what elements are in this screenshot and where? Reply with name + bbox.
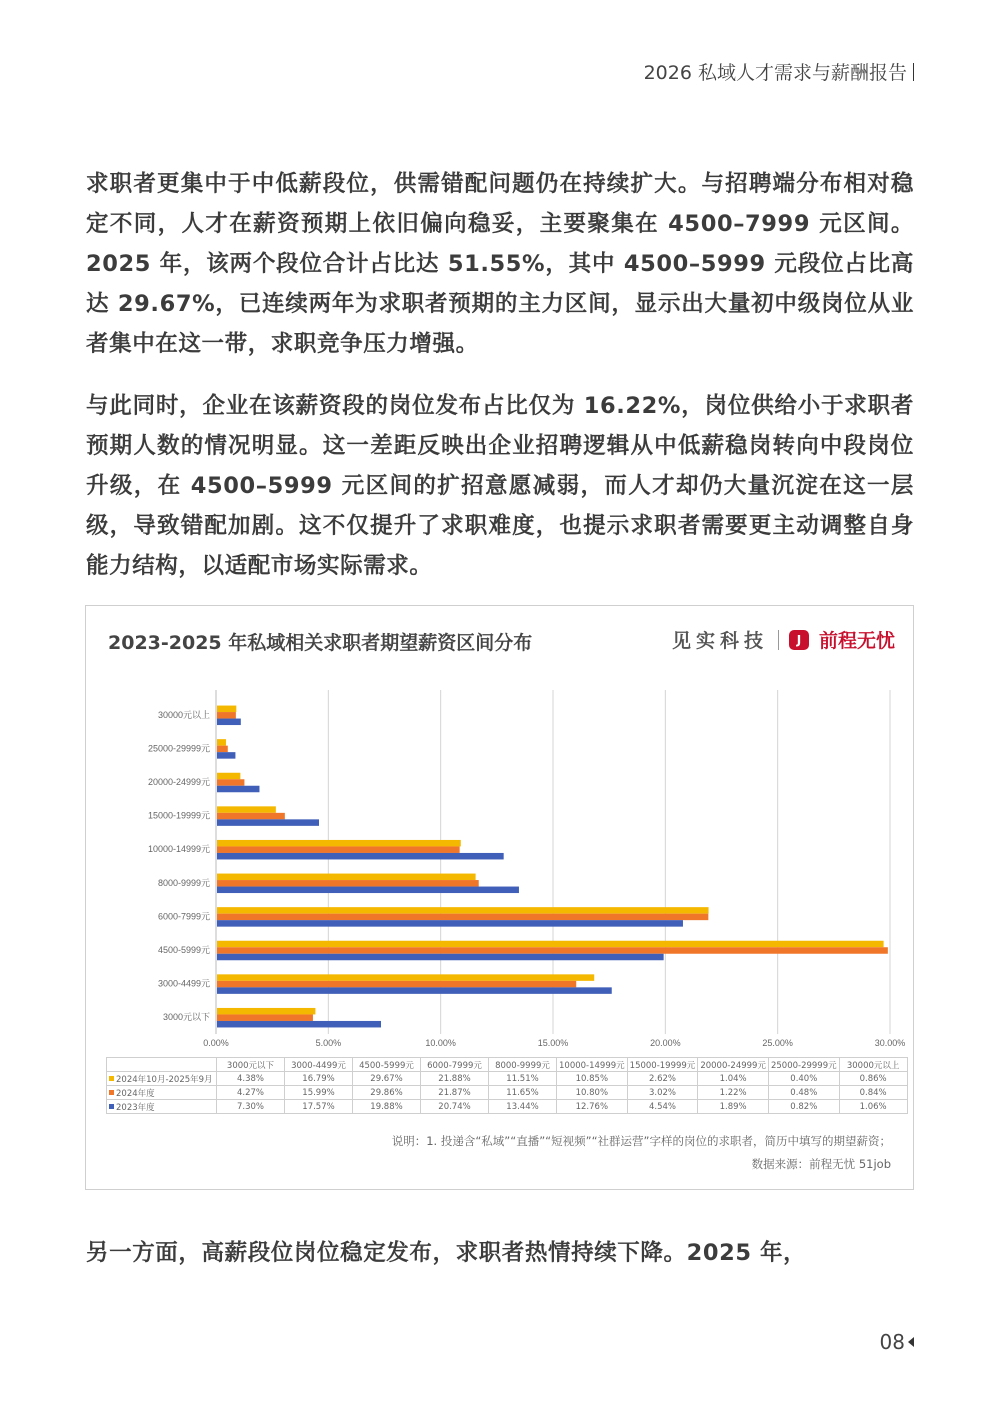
x-tick-label: 30.00% <box>874 1038 906 1048</box>
table-cell: 13.44% <box>489 1100 557 1114</box>
bar <box>217 779 244 786</box>
chart-data-table <box>106 1057 908 1114</box>
bar <box>217 887 519 894</box>
table-header-cell: 4500-5999元 <box>353 1058 421 1072</box>
bar <box>217 974 594 981</box>
table-cell: 0.82% <box>768 1100 839 1114</box>
table-cell: 0.40% <box>768 1072 839 1086</box>
table-header-cell: 3000元以下 <box>217 1058 285 1072</box>
table-header-cell: 8000-9999元 <box>489 1058 557 1072</box>
bar <box>217 954 664 961</box>
bar <box>217 920 683 927</box>
legend-entry <box>107 1072 217 1086</box>
table-cell: 29.86% <box>353 1086 421 1100</box>
table-cell: 10.80% <box>557 1086 628 1100</box>
bar <box>217 987 612 994</box>
paragraph-3: 另一方面，高薪段位岗位稳定发布，求职者热情持续下降。2025 年， <box>86 1240 807 1266</box>
bar <box>217 907 709 914</box>
x-tick-label: 5.00% <box>315 1038 342 1048</box>
table-cell: 11.51% <box>489 1072 557 1086</box>
bar <box>217 914 708 921</box>
table-cell: 11.65% <box>489 1086 557 1100</box>
table-cell: 1.06% <box>839 1100 907 1114</box>
table-cell: 1.04% <box>698 1072 769 1086</box>
legend-entry <box>107 1100 217 1114</box>
bar <box>217 941 884 948</box>
header-divider <box>913 63 914 81</box>
legend-entry <box>107 1086 217 1100</box>
table-header-cell: 25000-29999元 <box>768 1058 839 1072</box>
y-category-label: 25000-29999元 <box>147 743 210 754</box>
table-cell: 0.48% <box>768 1086 839 1100</box>
legend-label: 2023年度 <box>116 1102 155 1113</box>
brand-jianshi: 见实科技 <box>671 630 768 652</box>
table-cell: 0.86% <box>839 1072 907 1086</box>
bar-chart <box>86 606 913 1056</box>
bar <box>217 840 461 847</box>
bar <box>217 706 236 713</box>
table-header-cell: 30000元以上 <box>839 1058 907 1072</box>
y-category-label: 3000元以下 <box>162 1012 210 1023</box>
y-category-label: 30000元以上 <box>157 709 210 720</box>
bar <box>217 846 460 853</box>
y-category-label: 10000-14999元 <box>147 844 210 855</box>
table-cell: 7.30% <box>217 1100 285 1114</box>
x-tick-label: 25.00% <box>762 1038 793 1048</box>
chart-source: 数据来源：前程无忧 51job <box>751 1157 891 1171</box>
table-cell: 10.85% <box>557 1072 628 1086</box>
bar <box>217 773 240 780</box>
table-cell: 29.67% <box>353 1072 421 1086</box>
table-header-row <box>107 1058 908 1072</box>
table-cell: 21.87% <box>421 1086 489 1100</box>
bar <box>217 880 479 887</box>
page-arrow-icon <box>908 1337 914 1347</box>
legend-label: 2024年10月-2025年9月 <box>116 1074 213 1085</box>
table-cell: 1.89% <box>698 1100 769 1114</box>
bar <box>217 712 236 719</box>
report-title-text: 2026 私域人才需求与薪酬报告 <box>643 62 907 84</box>
x-tick-label: 0.00% <box>203 1038 229 1048</box>
bar <box>217 719 241 726</box>
bar <box>217 947 888 954</box>
legend-swatch <box>109 1076 114 1081</box>
table-cell: 15.99% <box>285 1086 353 1100</box>
chart-figure <box>85 605 914 1190</box>
y-category-label: 6000-7999元 <box>157 911 210 922</box>
paragraph-1: 求职者更集中于中低薪段位，供需错配问题仍在持续扩大。与招聘端分布相对稳定不同，人才在薪资预期上依旧偏向稳妥，主要聚集在 4500–7999 元区间。2025 年，该两个段位合计占比达 51.55%，其中 4500–5999 元段位占比高达 29.67%，已连续两年为求职者预期的主力区间，显示出大量初中级岗位从业者集中在这一带，求职竞争压力增强。 <box>86 171 914 357</box>
legend-swatch <box>109 1090 114 1095</box>
bar <box>217 739 226 746</box>
bar <box>217 853 504 860</box>
bar <box>217 1014 313 1021</box>
table-cell: 16.79% <box>285 1072 353 1086</box>
table-cell: 21.88% <box>421 1072 489 1086</box>
table-row <box>107 1100 908 1114</box>
y-category-label: 15000-19999元 <box>147 810 210 821</box>
table-cell: 2.62% <box>627 1072 698 1086</box>
table-cell: 3.02% <box>627 1086 698 1100</box>
bar <box>217 813 285 820</box>
table-cell: 1.22% <box>698 1086 769 1100</box>
table-cell: 0.84% <box>839 1086 907 1100</box>
x-tick-label: 10.00% <box>425 1038 456 1048</box>
y-category-label: 4500-5999元 <box>157 945 210 955</box>
table-cell: 20.74% <box>421 1100 489 1114</box>
bar <box>217 819 319 826</box>
chart-note: 说明：1. 投递含“私域”“直播”“短视频”“社群运营”字样的岗位的求职者，简历中填写的期望薪资； <box>391 1134 891 1148</box>
bar <box>217 806 276 813</box>
brand-qiancheng: 前程无忧 <box>818 630 895 652</box>
qiancheng-logo-icon: J <box>789 630 809 650</box>
bar <box>217 874 476 881</box>
table-row <box>107 1072 908 1086</box>
table-row <box>107 1086 908 1100</box>
page-number-text: 08 <box>879 1330 905 1354</box>
page-number <box>880 1330 914 1354</box>
bar <box>217 752 235 759</box>
table-cell: 4.54% <box>627 1100 698 1114</box>
table-header-cell: 3000-4499元 <box>285 1058 353 1072</box>
table-cell: 12.76% <box>557 1100 628 1114</box>
table-cell: 4.38% <box>217 1072 285 1086</box>
table-header-cell: 15000-19999元 <box>627 1058 698 1072</box>
table-header-cell <box>107 1058 217 1072</box>
table-cell: 17.57% <box>285 1100 353 1114</box>
bar <box>217 1021 381 1027</box>
y-category-label: 20000-24999元 <box>147 777 210 787</box>
legend-swatch <box>109 1104 114 1109</box>
y-category-label: 8000-9999元 <box>157 877 210 888</box>
legend-label: 2024年度 <box>116 1088 155 1099</box>
table-cell: 19.88% <box>353 1100 421 1114</box>
y-category-label: 3000-4499元 <box>157 978 210 989</box>
table-cell: 4.27% <box>217 1086 285 1100</box>
bar <box>217 981 576 988</box>
bar <box>217 746 228 753</box>
bar <box>217 786 259 793</box>
bar <box>217 1008 315 1015</box>
chart-title: 2023-2025 年私域相关求职者期望薪资区间分布 <box>108 632 533 654</box>
x-tick-label: 20.00% <box>650 1038 681 1048</box>
table-header-cell: 20000-24999元 <box>698 1058 769 1072</box>
report-header-title <box>644 58 914 85</box>
paragraph-2: 与此同时，企业在该薪资段的岗位发布占比仅为 16.22%，岗位供给小于求职者预期人数的情况明显。这一差距反映出企业招聘逻辑从中低薪稳岗转向中段岗位升级，在 4500–5999 元区间的扩招意愿减弱，而人才却仍大量沉淀在这一层级，导致错配加剧。这不仅提升了求职难度，也提示求职者需要更主动调整自身能力结构，以适配市场实际需求。 <box>86 393 914 579</box>
x-tick-label: 15.00% <box>537 1038 569 1048</box>
table-header-cell: 6000-7999元 <box>421 1058 489 1072</box>
table-header-cell: 10000-14999元 <box>557 1058 628 1072</box>
